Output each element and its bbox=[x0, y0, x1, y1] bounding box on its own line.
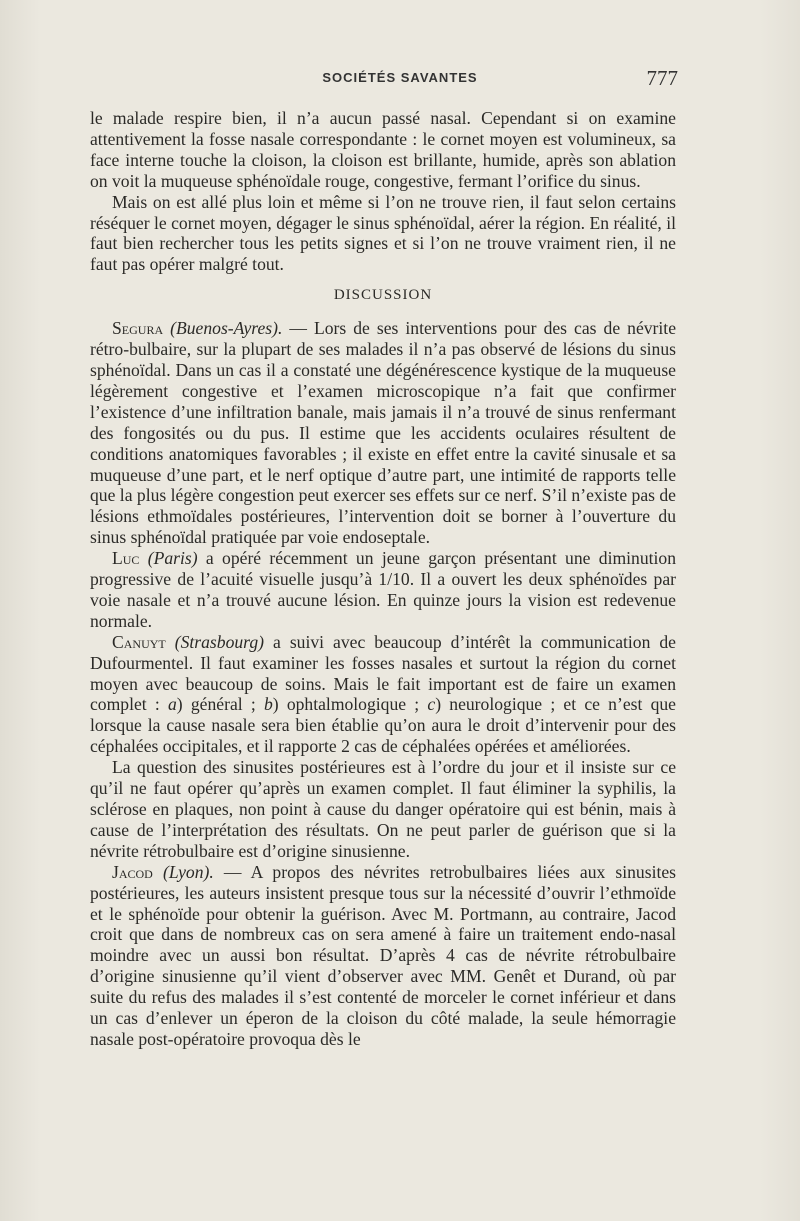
page-number: 777 bbox=[646, 66, 678, 90]
paragraph: Mais on est allé plus loin et même si l’on ne trouve rien, il faut selon certains réséquer le cornet moyen, dégager le sinus sphénoïdal, aérer la région. En réalité, il faut bien rechercher tous les petits signes et si l’on ne trouve vraiment rien, il ne faut pas opérer malgré tout. bbox=[90, 191, 676, 275]
section-heading: DISCUSSION bbox=[333, 287, 433, 304]
paragraph-text: ) ophtalmologique ; bbox=[272, 694, 428, 715]
paragraph bbox=[90, 318, 676, 548]
speaker-name: Luc bbox=[112, 548, 140, 569]
paragraph-text: — A propos des névrites retrobulbaires liées aux sinusites postérieures, les auteurs insistent presque tous sur la nécessité d’ouvrir l’ethmoïde et le sphénoïde pour obtenir la guérison. Avec M. Portmann, au contraire, Jacod croit que dans de nombreux cas on sera amené à faire un traitement endo-nasal moindre avec un aussi bon résultat. D’après 4 cas de névrite rétrobulbaire d’origine sinusienne qu’il vient d’observer avec MM. Genêt et Durand, où par suite du refus des malades il s’est contenté de morceler le cornet inférieur et dans un cas d’enlever un éperon de la cloison du côté malade, la seule hémorragie nasale post-opératoire provoqua dès le bbox=[90, 861, 676, 1049]
list-marker: c bbox=[427, 694, 436, 715]
speaker-city: (Strasbourg) bbox=[174, 631, 265, 652]
running-title: SOCIÉTÉS SAVANTES bbox=[322, 70, 478, 85]
speaker-city: (Buenos-Ayres). bbox=[170, 318, 283, 339]
list-marker: b bbox=[263, 694, 273, 715]
paragraph-text: — Lors de ses interventions pour des cas de névrite rétro-bulbaire, sur la plupart de ses malades il n’a pas observé de lésions du sinus sphénoïdal. Dans un cas il a constaté une dégénérescence kystique de la muqueuse légèrement congestive et l’examen microscopique n’a fait que confirmer l’existence d’une infiltration banale, mais jamais il n’a trouvé de sinus renfermant des fongosités ou du pus. Il estime que les accidents oculaires résultent de conditions anatomiques favorables ; il existe en effet entre la cavité sinusale et sa muqueuse d’une part, et le nerf optique d’autre part, une intimité de rapports telle que la plus légère congestion peut exercer ses effets sur ce nerf. S’il n’existe pas de lésions ethmoïdales postérieures, l’intervention doit se borner à l’ouverture du sinus sphénoïdal pratiquée par voie endoseptale. bbox=[90, 318, 676, 548]
page-header bbox=[0, 66, 800, 94]
paragraph: La question des sinusites postérieures est à l’ordre du jour et il insiste sur ce qu’il ne faut opérer qu’après un examen complet. Il faut éliminer la syphilis, la sclérose en plaques, non point à cause du danger opératoire qui est bénin, mais à cause de l’interprétation des résultats. On ne peut parler de guérison que si la névrite rétrobulbaire est d’origine sinusienne. bbox=[90, 757, 676, 861]
speaker-name: Jacod bbox=[112, 861, 153, 882]
paragraph-text: ) général ; bbox=[176, 694, 264, 715]
speaker-name: Segura bbox=[112, 318, 164, 339]
speaker-city: (Paris) bbox=[147, 548, 198, 569]
paragraph-text: a suivi avec beaucoup d’intérêt la communication de Dufourmentel. Il faut examiner les fosses nasales et surtout la région du cornet moyen avec beaucoup de soins. Mais le fait important est de faire un examen complet : bbox=[90, 631, 676, 715]
paragraph-text: a opéré récemment un jeune garçon présentant une diminution progressive de l’acuité visuelle jusqu’à 1/10. Il a ouvert les deux sphénoïdes par voie nasale et n’a trouvé aucune lésion. En quinze jours la vision est redevenue normale. bbox=[90, 548, 676, 631]
speaker-name: Canuyt bbox=[112, 631, 166, 652]
list-marker: a bbox=[168, 694, 177, 715]
paragraph: le malade respire bien, il n’a aucun passé nasal. Cependant si on examine attentivement la fosse nasale correspondante : le cornet moyen est volumineux, sa face interne touche la cloison, la cloison est brillante, humide, après son ablation on voit la muqueuse sphénoïdale rouge, congestive, fermant l’orifice du sinus. bbox=[90, 108, 676, 191]
paragraph bbox=[90, 548, 676, 632]
body-text bbox=[90, 108, 676, 1050]
paragraph bbox=[90, 862, 676, 1050]
paragraph-text: ) neurologique ; et ce n’est que lorsque la cause nasale sera bien établie qu’on aura le droit d’intervenir pour des céphalées occipitales, et il rapporte 2 cas de céphalées opérées et améliorées. bbox=[90, 694, 676, 757]
paragraph bbox=[90, 632, 676, 757]
speaker-city: (Lyon). bbox=[162, 861, 214, 882]
